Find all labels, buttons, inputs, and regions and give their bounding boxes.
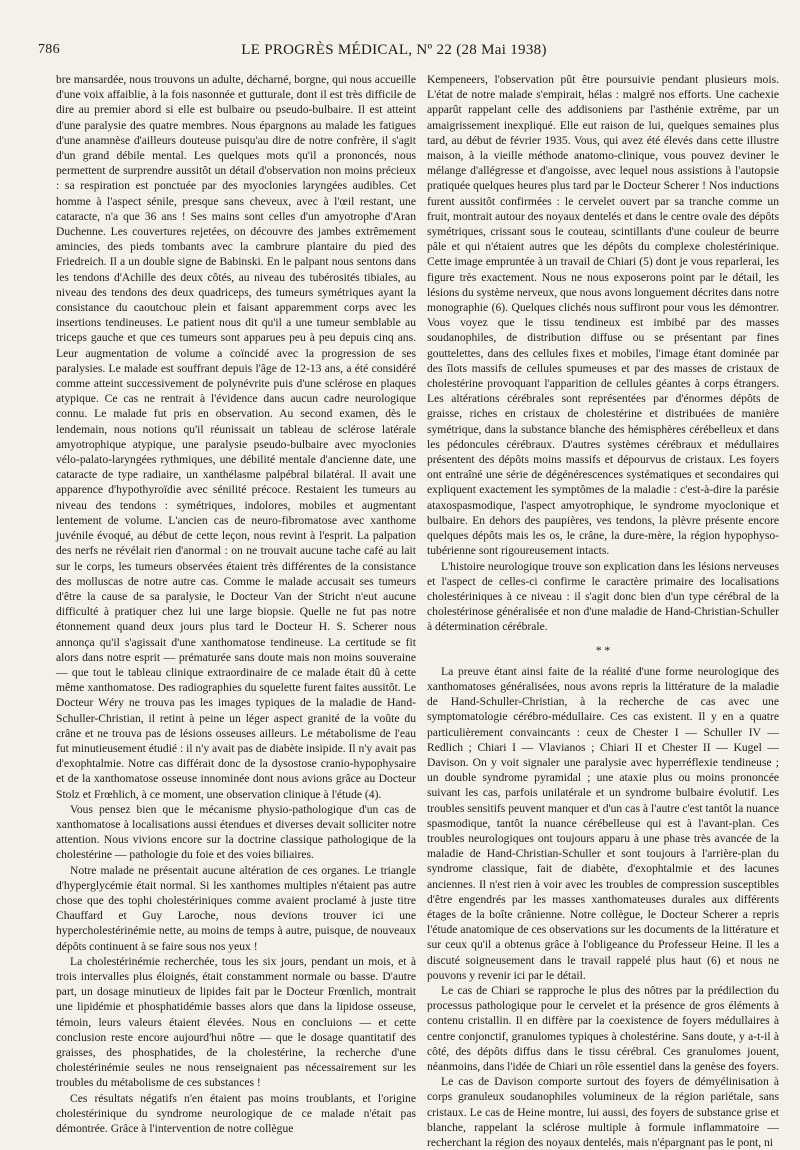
paragraph: Vous pensez bien que le mécanisme physio-pathologique d'un cas de xanthomatose à localisations aussi étendues et diverses devait solliciter notre attention. Nous vivions encore sur la doctrine classique pathologique de la cholestérine — pathologie du foie et des voies biliaires.: [56, 802, 416, 862]
paragraph: La cholestérinémie recherchée, tous les six jours, pendant un mois, et à trois intervalles plus éloignés, était constamment normale ou basse. D'autre part, un dosage minutieux de lipides fait par le Docteur Frœnlich, montrait une lipidémie et phosphatidémie basses alors que dans la lipidose osseuse, témoin, leurs valeurs étaient élevées. Nous en concluions — et cette conclusion reste encore aujourd'hui nôtre — que le dosage quantitatif des graisses, des phosphatides, de la cholestérine, la recherche d'une cholestérinémie seules ne nous renseignaient pas nécessairement sur les troubles du métabolisme de ces substances !: [56, 954, 416, 1090]
right-column: [427, 72, 779, 1150]
journal-title: LE PROGRÈS MÉDICAL, Nº 22 (28 Mai 1938): [241, 42, 547, 58]
running-header: [38, 40, 750, 62]
left-column: [56, 72, 416, 1136]
paragraph: Ces résultats négatifs n'en étaient pas moins troublants, et l'origine cholestérinique du syndrome neurologique de ce malade n'était pas démontrée. Grâce à l'intervention de notre collègue: [56, 1091, 416, 1136]
paragraph: bre mansardée, nous trouvons un adulte, décharné, borgne, qui nous accueille d'une voix affaiblie, à la fois nasonnée et gutturale, dont il est très difficile de dire au premier abord si elle est bulbaire ou pseudo-bulbaire. Il est atteint d'une paralysie des quatre membres. Nous épargnons au malade les fatigues d'une anamnèse d'ailleurs douteuse puisqu'au dire de notre confrère, il s'agit d'un grand débile mental. Les quelques mots qu'il a prononcés, nous permettent de surprendre aussitôt un détail d'observation non moins précieux : sa respiration est ponctuée par des myoclonies laryngées audibles. Cet homme à l'aspect sénile, presque sans cheveux, avec à l'œil restant, une cataracte, n'a que 36 ans ! Ses mains sont celles d'un amyotrophe d'Aran Duchenne. Les couvertures rejetées, on découvre des jambes extrêmement amincies, des pieds tombants avec la cambrure plantaire du pied des Friedreich. Il a un double signe de Babinski. En le palpant nous sentons dans les tendons d'Achille des deux côtés, au niveau des tubérosités tibiales, au niveau des tendons des deux quadriceps, des tumeurs symétriques ayant la consistance du caoutchouc plein et faisant apparemment corps avec les insertions tendineuses. Le patient nous dit qu'il a une tumeur semblable au triceps gauche et que ces tumeurs sont apparues peu à peu depuis cinq ans. Leur augmentation de volume a coïncidé avec la progression de ses paralysies. Le malade est souffrant depuis l'âge de 12-13 ans, a été considéré comme atteint successivement de polynévrite puis d'une sclérose en plaques atypique. Ce cas ne rentrait à l'évidence dans aucun cadre neurologique connu. Le malade fut pris en observation. Au second examen, dès le lendemain, nous notions qu'il réunissait un tableau de sclérose latérale amyotrophique atypique, une paralysie pseudo-bulbaire avec myoclonies vélo-palato-laryngées rythmiques, une débilité mentale d'ancienne date, une cataracte de type radiaire, un xanthélasme palpébral bilatéral. Il avait une apparence d'hypothyroïdie avec sénilité précoce. Restaient les tumeurs au niveau des tendons : symétriques, indolores, mobiles et augmentant lentement de volume. L'ancien cas de neuro-fibromatose avec xanthome juvénile évoqué, au début de cette leçon, nous revint à l'esprit. La palpation des nerfs ne révélait rien d'anormal : on ne trouvait aucune tache café au lait sur le corps, les tumeurs observées étaient très différentes de la consistance des molluscas de notre autre cas. Comme le malade accusait ses tumeurs d'être la cause de sa paralysie, le Docteur Van der Stricht n'eut aucune difficulté à pratiquer chez lui une large biopsie. Quelle ne fut pas notre étonnement quand deux jours plus tard le Docteur H. S. Scherer nous annonça qu'il s'agissait d'une xanthomatose tendineuse. La certitude se fit alors dans notre esprit — prématurée sans doute mais non moins souveraine — que tout le tableau clinique extraordinaire de ce malade était dû à cette même xanthomatose. Des radiographies du squelette furent faites aussitôt. Le Docteur Wéry ne trouva pas les images typiques de la maladie de Hand-Schuller-Christian, il retint à peine un léger aspect granité de la voûte du crâne et ne trouva pas de lésions osseuses ailleurs. Le métabolisme de l'eau fut minutieusement étudié : il n'y avait pas de diabète insipide. Il n'y avait pas d'exophtalmie. Notre cas différait donc de la dysostose cranio-hypophysaire et de la xanthomatose osseuse innominée dont nous avions grâce au Docteur Stolz et Frœhlich, à ce moment, une observation clinique à l'étude (4).: [56, 73, 416, 801]
page-number: 786: [38, 42, 60, 57]
section-separator: * *: [595, 642, 611, 657]
paragraph: Kempeneers, l'observation pût être poursuivie pendant plusieurs mois. L'état de notre malade s'empirait, hélas : malgré nos efforts. Une cachexie apparût rappelant celle des addisoniens par l'asthénie extrême, par un amaigrissement inexpliqué. Elle eut raison de lui, quelques semaines plus tard, au début de février 1935. Vous, qui avez été élevés dans cette illustre maison, à la vieille méthode anatomo-clinique, vous pouvez deviner le mélange d'allégresse et d'angoisse, avec lequel nous assistions à l'autopsie pratiquée quelques heures plus tard par le Docteur Scherer ! Nos inductions furent aussitôt confirmées : le cervelet ouvert par sa tranche comme un fruit, montrait autour des noyaux dentelés et dans le centre ovale des dépôts symétriques, crissant sous le couteau, scintillants d'une couleur de beurre pâle et qui n'étaient autres que les dépôts du complexe cholestérinique. Cette image empruntée à un travail de Chiari (5) dont je vous reparlerai, les figure très exactement. Nous ne nous exposerons point par le détail, les lésions du système nerveux, que nous avons longuement décrites dans notre monographie (6). Quelques clichés nous suffiront pour vous les démontrer. Vous voyez que le tissu tendineux est imbibé par des masses soudanophiles, de distribution diffuse ou se présentant par fines gouttelettes, dans des cellules fixes et mobiles, l'image étant dominée par des îlots massifs de cellules spumeuses et par des masses de cristaux de cholestérine provoquant l'apparition de cellules géantes à corps étrangers. Les altérations cérébrales sont représentées par d'énormes dépôts de graisse, riches en cristaux de cholestérine et distribuées de manière symétrique, dans la substance blanche des hémisphères cérébelleux et dans les pédoncules cérébraux. D'autres systèmes cérébraux et médullaires présentent des dépôts moins massifs et dépourvus de cristaux. Les foyers ont entraîné une série de dégénérescences systématiques et secondaires qui expliquent exactement les symptômes de la maladie : c'est-à-dire la parésie ataxospasmodique, l'aspect amyotrophique, le syndrome myoclonique et bulbaire. En dehors des paupières, ves tendons, la plèvre présente encore quelques dépôts mais les os, le crâne, la dure-mère, la région hypophyso-tubérienne sont rigoureusement intacts.: [427, 73, 779, 558]
paragraph: La preuve étant ainsi faite de la réalité d'une forme neurologique des xanthomatoses généralisées, nous avons repris la littérature de la maladie de Hand-Schuller-Christian, à la recherche de cas avec une symptomatologie cérébro-médullaire. Ces cas existent. Il y en a quatre particulièrement convaincants : ceux de Chester I — Schuller IV — Redlich ; Chiari I — Vlavianos ; Chiari II et Chester II — Kugel — Davison. On y voit signaler une paralysie avec hyperréflexie tendineuse ; un double syndrome pyramidal ; une ataxie plus ou moins prononcée suivant les cas, parfois unilatérale et un syndrome bulbaire évolutif. Les troubles sensitifs peuvent manquer et d'un cas à l'autre c'est tantôt la nuance spasmodique, tantôt la nuance cérébelleuse qui est à l'avant-plan. Ces troubles neurologiques ont toujours apparu à une phase très avancée de la maladie de Hand-Christian-Schuller et sont toujours à l'arrière-plan du syndrome classique, fait de diabète, d'exophtalmie et des lacunes anciennes. Il n'est rien à voir avec les troubles de compression susceptibles d'être engendrés par les masses xanthomateuses durales aux différents étages de la boîte crânienne. Notre collègue, le Docteur Scherer a repris l'étude anatomique de ces observations sur les documents de la littérature et sur ceux qu'il a obtenus grâce à l'obligeance du Professeur Heine. Il les a discuté soigneusement dans le travail rappelé plus haut (6) et nous ne pouvons y revenir ici par le détail.: [427, 664, 779, 982]
paragraph: Le cas de Davison comporte surtout des foyers de démyélinisation à corps granuleux soudanophiles volumineux de la région pariétale, sans cristaux. Le cas de Heine montre, lui aussi, des foyers de substance grise et blanche, rappelant la sclérose multiple à formule inflammatoire — recherchant la région des noyaux dentelés, mais n'épargnant pas le pont, ni: [427, 1075, 779, 1150]
paragraph: Notre malade ne présentait aucune altération de ces organes. Le triangle d'hyperglycémie était normal. Si les xanthomes multiples n'étaient pas autre chose que des tophi cholestériniques comme avaient proclamé à juste titre Chauffard et Guy Laroche, nous devions trouver ici une hypercholestérinémie nette, au moins de temps à autre, puisque, de nouveaux dépôts continuent à se faire sous nos yeux !: [56, 863, 416, 953]
paragraph: L'histoire neurologique trouve son explication dans les lésions nerveuses et l'aspect de celles-ci confirme le caractère primaire des localisations cholestériniques à ce niveau : il s'agit donc bien d'un type cérébral de la cholestérinose généralisée et non d'une maladie de Hand-Christian-Schuller à détermination cérébrale.: [427, 559, 779, 634]
paragraph: Le cas de Chiari se rapproche le plus des nôtres par la prédilection du processus pathologique pour le cervelet et la présence de gros éléments à contenu cristallin. Il en diffère par la coexistence de foyers médullaires à centre conjonctif, granulomes typiques à cholestérine. Sans doute, y a-t-il à côté, des dépôts diffus dans le tissu cérébral. Ces granulomes jouent, néanmoins, dans l'idée de Chiari un rôle essentiel dans la genèse des foyers.: [427, 983, 779, 1073]
